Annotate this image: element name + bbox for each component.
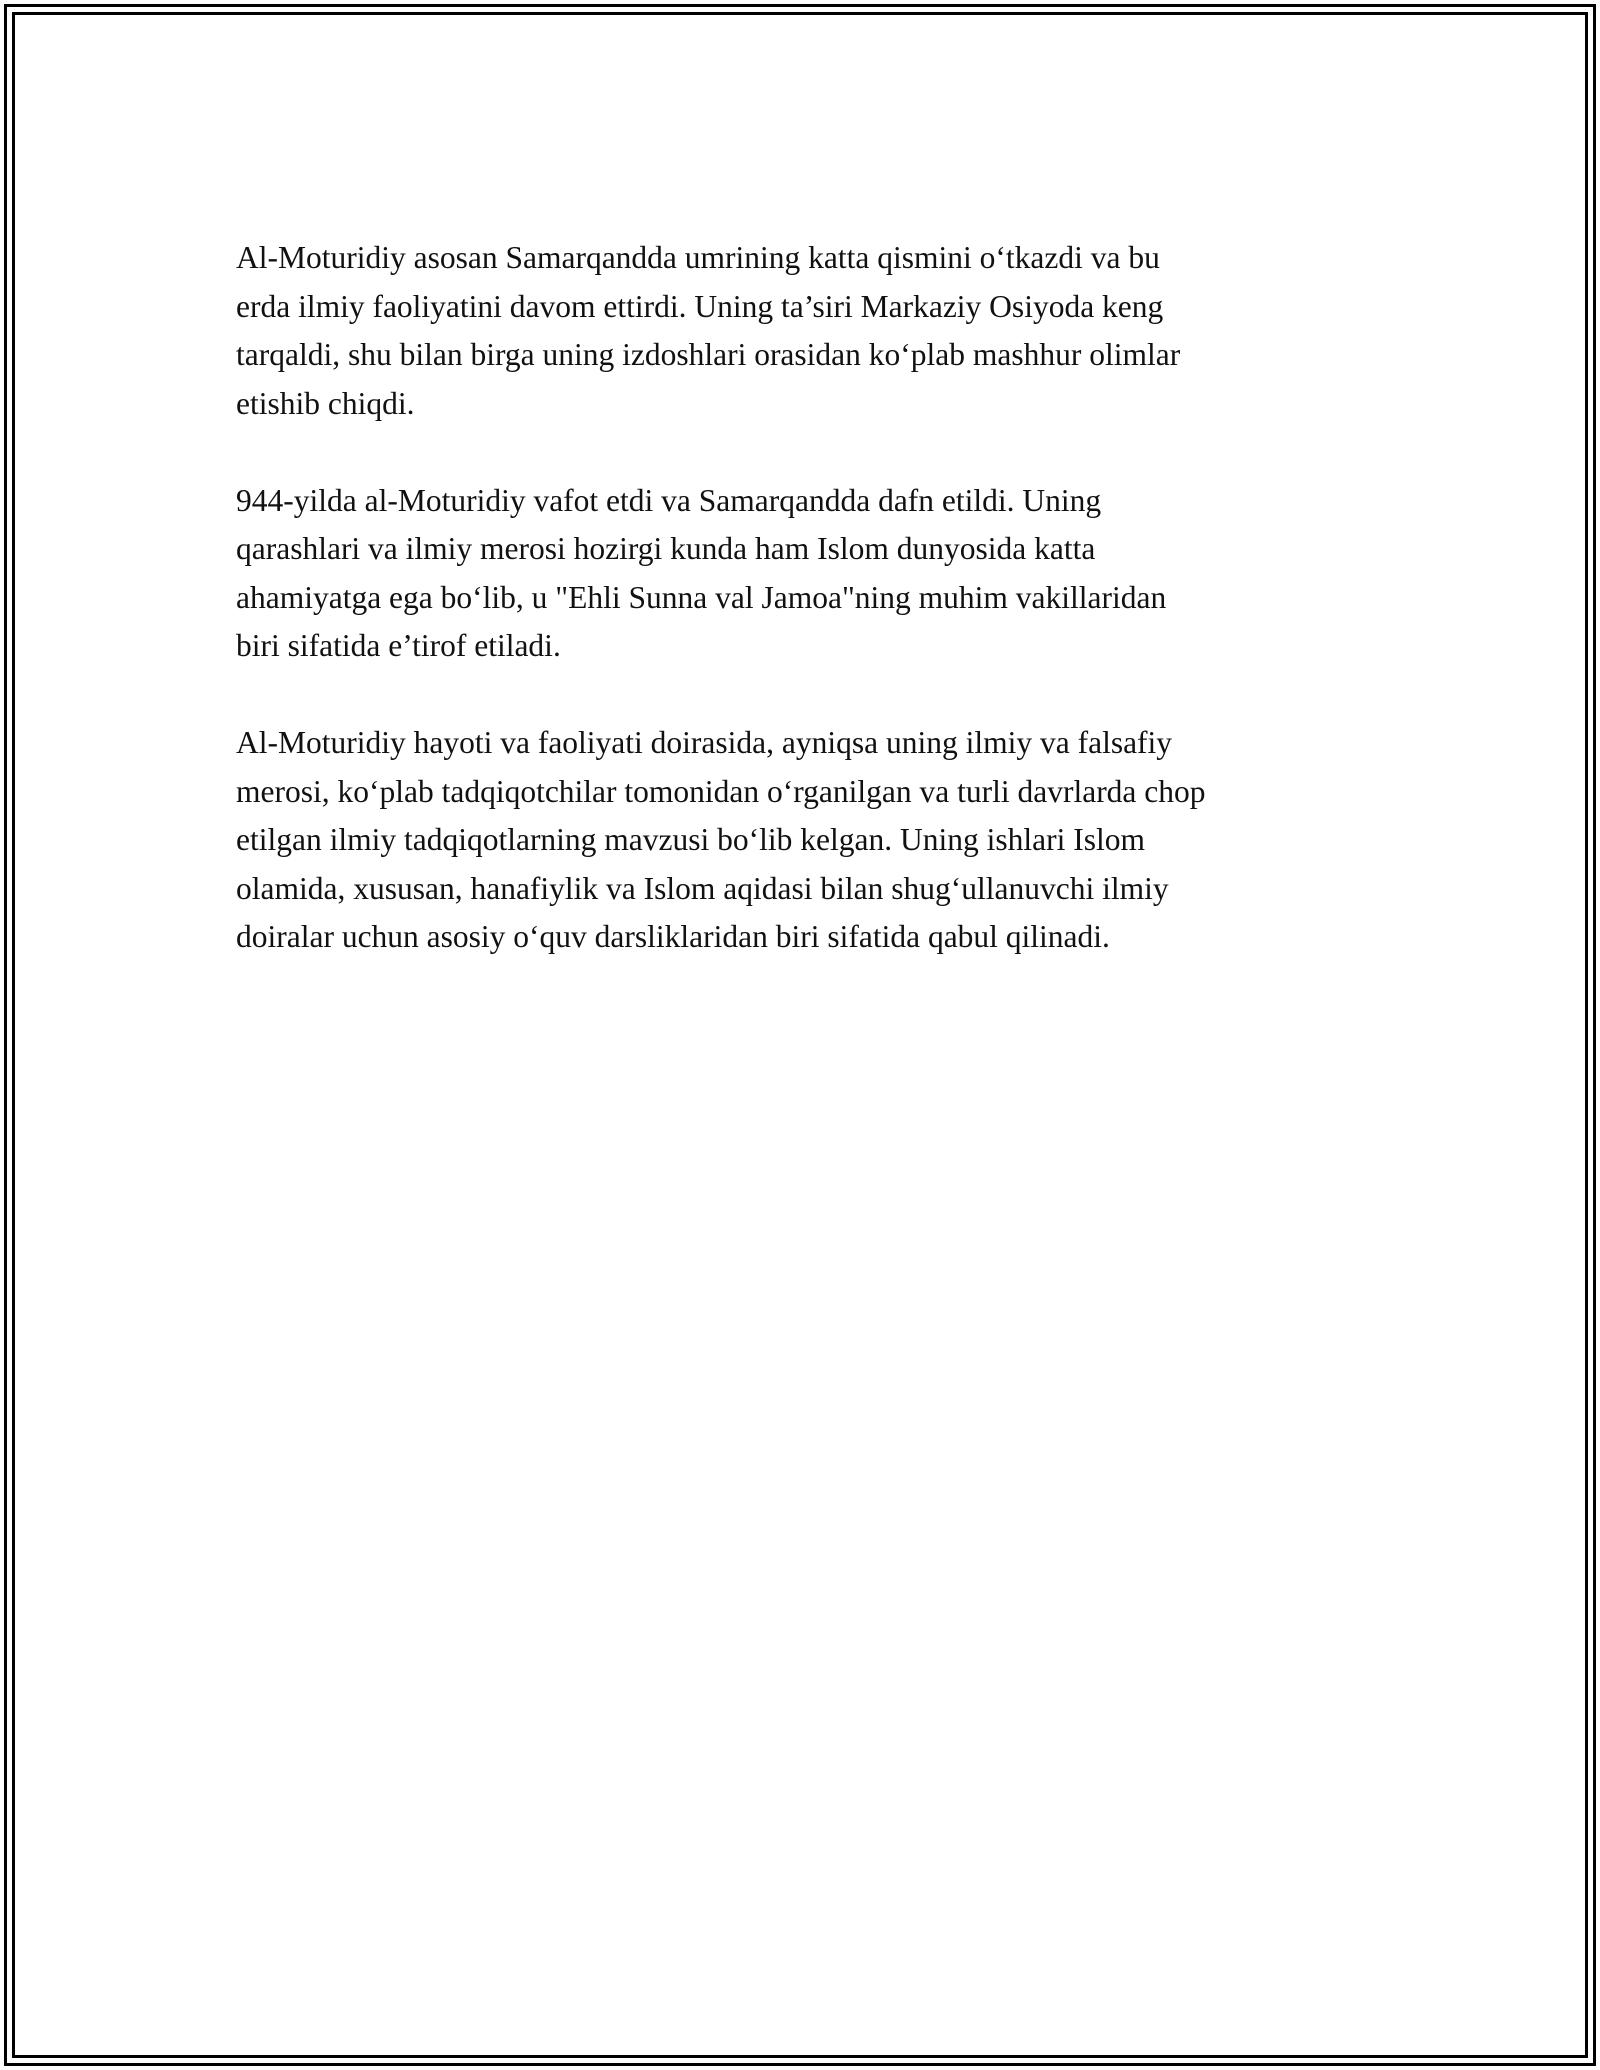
text-line: etilgan ilmiy tadqiqotlarning mavzusi bo‘lib kelgan. Uning ishlari Islom [236, 822, 1145, 857]
text-line: biri sifatida e’tirof etiladi. [236, 628, 561, 663]
text-line: Al-Moturidiy hayoti va faoliyati doirasida, ayniqsa uning ilmiy va falsafiy [236, 725, 1173, 760]
paragraph-2 [236, 477, 1386, 671]
text-line: etishib chiqdi. [236, 385, 415, 421]
text-line: erda ilmiy faoliyatini davom ettirdi. Uning ta’siri Markaziy Osiyoda keng [236, 288, 1164, 324]
text-line: ahamiyatga ega bo‘lib, u "Ehli Sunna val Jamoa"ning muhim vakillaridan [236, 579, 1167, 615]
text-line: 944-yilda al-Moturidiy vafot etdi va Samarqandda dafn etildi. Uning [236, 482, 1102, 518]
document-body [236, 234, 1386, 1010]
paragraph-1 [236, 234, 1386, 428]
text-line: doiralar uchun asosiy o‘quv darsliklaridan biri sifatida qabul qilinadi. [236, 919, 1110, 954]
text-line: qarashlari va ilmiy merosi hozirgi kunda ham Islom dunyosida katta [236, 531, 1096, 566]
text-line: tarqaldi, shu bilan birga uning izdoshlari orasidan ko‘plab mashhur olimlar [236, 337, 1181, 372]
text-line: olamida, xususan, hanafiylik va Islom aqidasi bilan shug‘ullanuvchi ilmiy [236, 870, 1169, 906]
text-line: Al-Moturidiy asosan Samarqandda umrining katta qismini o‘tkazdi va bu [236, 240, 1160, 275]
text-line: merosi, ko‘plab tadqiqotchilar tomonidan o‘rganilgan va turli davrlarda chop [236, 773, 1206, 809]
paragraph-3 [236, 719, 1386, 962]
